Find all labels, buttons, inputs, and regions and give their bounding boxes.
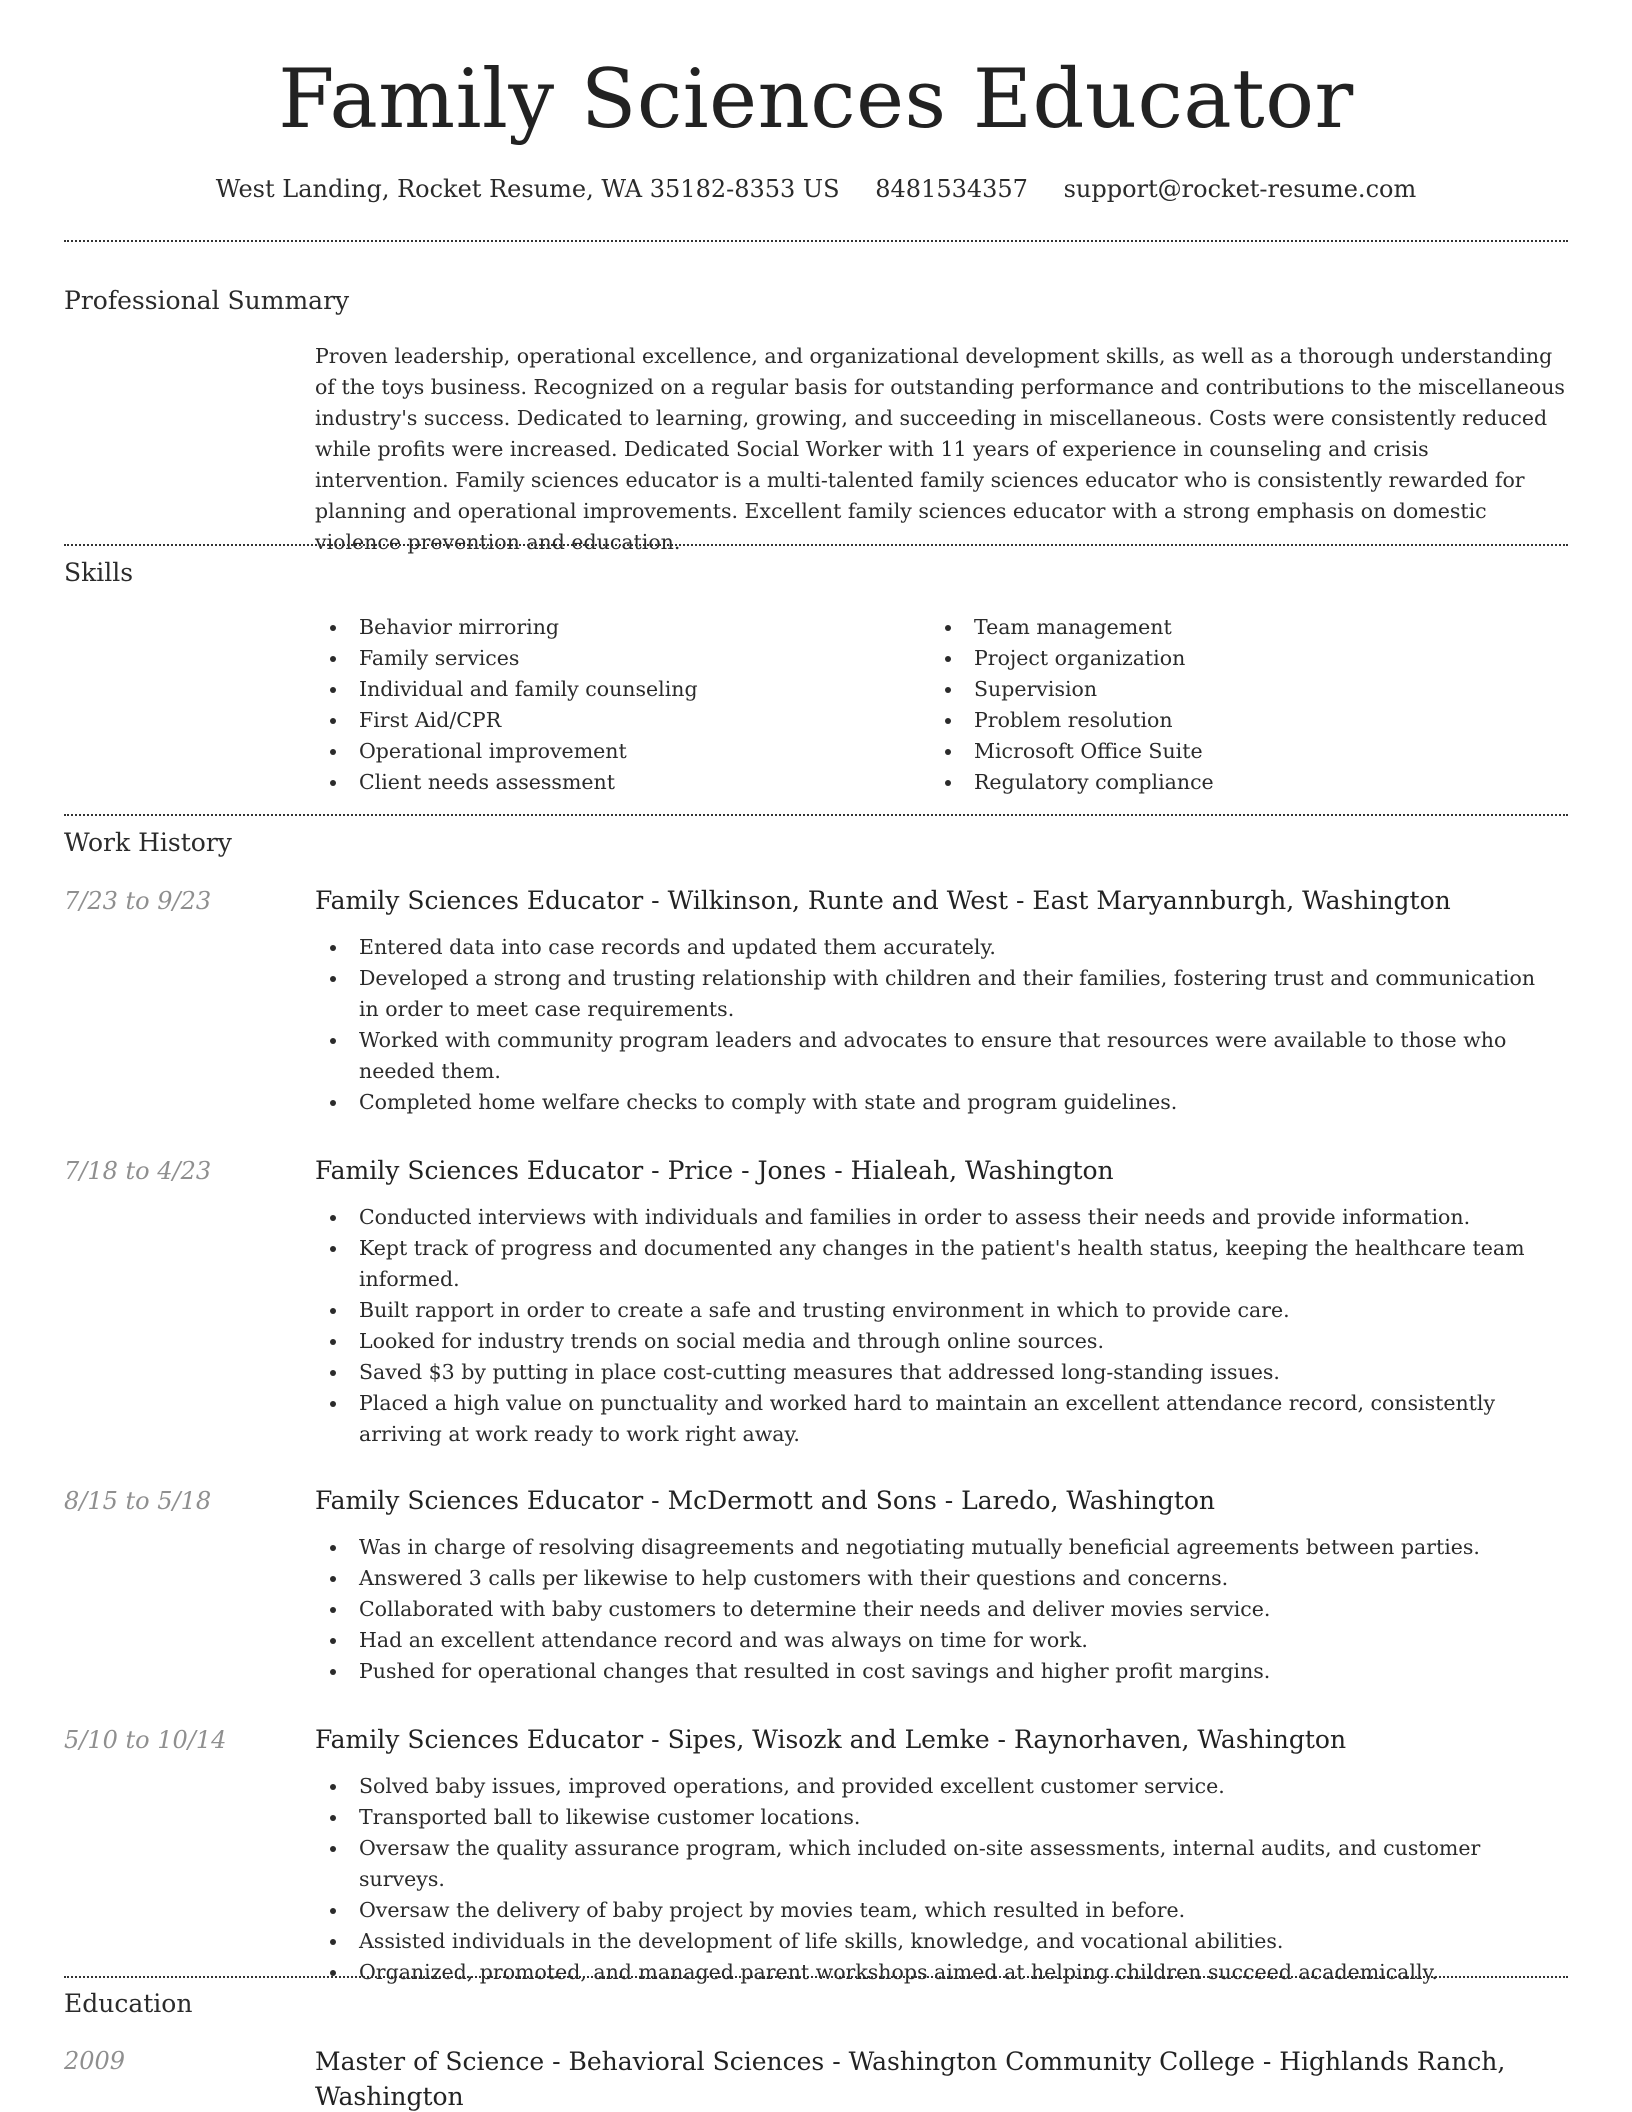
job-bullet: Completed home welfare checks to comply with state and program guidelines. [315,1087,1568,1118]
skill-item: Project organization [930,643,1530,674]
contact-line [0,172,1632,206]
skill-item: Individual and family counseling [315,674,915,705]
job-title: Family Sciences Educator - Wilkinson, Runte and West - East Maryannburgh, Washington [315,886,1451,915]
job-bullet: Built rapport in order to create a safe and trusting environment in which to provide care. [315,1295,1568,1326]
job-bullet: Conducted interviews with individuals and families in order to assess their needs and provide information. [315,1202,1568,1233]
address: West Landing, Rocket Resume, WA 35182-8353 US [215,175,840,203]
skills-list-right [930,612,1530,798]
job-dates: 5/10 to 10/14 [64,1726,227,1754]
divider [64,544,1568,546]
job-bullet: Solved baby issues, improved operations, and provided excellent customer service. [315,1771,1568,1802]
job-title: Family Sciences Educator - McDermott and Sons - Laredo, Washington [315,1486,1216,1515]
divider [64,1976,1568,1978]
job-bullet: Looked for industry trends on social media and through online sources. [315,1326,1568,1357]
job-bullet: Answered 3 calls per likewise to help customers with their questions and concerns. [315,1563,1568,1594]
job-bullet: Oversaw the quality assurance program, which included on-site assessments, internal audits, and customer surveys. [315,1833,1568,1895]
skill-item: Family services [315,643,915,674]
summary-text: Proven leadership, operational excellence, and organizational development skills, as well as a thorough understanding of the toys business. Recognized on a regular basis for outstanding performance and contributions to the miscellaneous industry's success. Dedicated to learning, growing, and succeeding in miscellaneous. Costs were consistently reduced while profits were increased. Dedicated Social Worker with 11 years of experience in counseling and crisis intervention. Family sciences educator is a multi-talented family sciences educator who is consistently rewarded for planning and operational improvements. Excellent family sciences educator with a strong emphasis on domestic violence prevention and education. [315,344,1565,554]
job-title: Family Sciences Educator - Sipes, Wisozk and Lemke - Raynorhaven, Washington [315,1725,1347,1754]
job-dates: 7/18 to 4/23 [64,1157,212,1185]
skill-item: Operational improvement [315,736,915,767]
section-title-summary: Professional Summary [64,286,350,315]
job-bullet: Collaborated with baby customers to determine their needs and deliver movies service. [315,1594,1568,1625]
job-bullets [315,1532,1568,1687]
job-bullet: Worked with community program leaders and advocates to ensure that resources were available to those who needed them. [315,1025,1568,1087]
skill-item: Supervision [930,674,1530,705]
job-bullet: Placed a high value on punctuality and worked hard to maintain an excellent attendance record, consistently arriving at work ready to work right away. [315,1388,1568,1450]
job-dates: 7/23 to 9/23 [64,887,212,915]
skill-item: Client needs assessment [315,767,915,798]
divider [64,814,1568,816]
skill-item: Regulatory compliance [930,767,1530,798]
job-bullet: Organized, promoted, and managed parent workshops aimed at helping children succeed academically. [315,1957,1568,1988]
job-bullet: Assisted individuals in the development of life skills, knowledge, and vocational abilities. [315,1926,1568,1957]
job-bullet: Kept track of progress and documented any changes in the patient's health status, keeping the healthcare team informed. [315,1233,1568,1295]
job-bullet: Transported ball to likewise customer locations. [315,1802,1568,1833]
section-title-education: Education [64,1989,193,2018]
section-title-work: Work History [64,828,232,857]
job-bullet: Developed a strong and trusting relationship with children and their families, fostering trust and communication in order to meet case requirements. [315,963,1568,1025]
education-date: 2009 [64,2047,126,2075]
skill-item: Team management [930,612,1530,643]
job-bullet: Was in charge of resolving disagreements and negotiating mutually beneficial agreements between parties. [315,1532,1568,1563]
job-dates: 8/15 to 5/18 [64,1487,212,1515]
job-bullet: Had an excellent attendance record and was always on time for work. [315,1625,1568,1656]
job-bullet: Oversaw the delivery of baby project by movies team, which resulted in before. [315,1895,1568,1926]
candidate-name: Family Sciences Educator [278,53,1354,147]
job-bullets [315,932,1568,1118]
skill-item: Problem resolution [930,705,1530,736]
job-title: Family Sciences Educator - Price - Jones - Hialeah, Washington [315,1156,1114,1185]
skill-item: Behavior mirroring [315,612,915,643]
job-bullets [315,1202,1568,1450]
email: support@rocket-resume.com [1063,175,1417,203]
phone: 8481534357 [875,175,1028,203]
section-title-skills: Skills [64,558,134,587]
skills-list-left [315,612,915,798]
job-bullet: Saved $3 by putting in place cost-cutting measures that addressed long-standing issues. [315,1357,1568,1388]
education-title: Master of Science - Behavioral Sciences - Washington Community College - Highlands Ranch, Washington [315,2047,1506,2111]
skill-item: Microsoft Office Suite [930,736,1530,767]
job-bullet: Entered data into case records and updated them accurately. [315,932,1568,963]
skill-item: First Aid/CPR [315,705,915,736]
job-bullet: Pushed for operational changes that resulted in cost savings and higher profit margins. [315,1656,1568,1687]
job-bullets [315,1771,1568,1988]
divider [64,240,1568,242]
